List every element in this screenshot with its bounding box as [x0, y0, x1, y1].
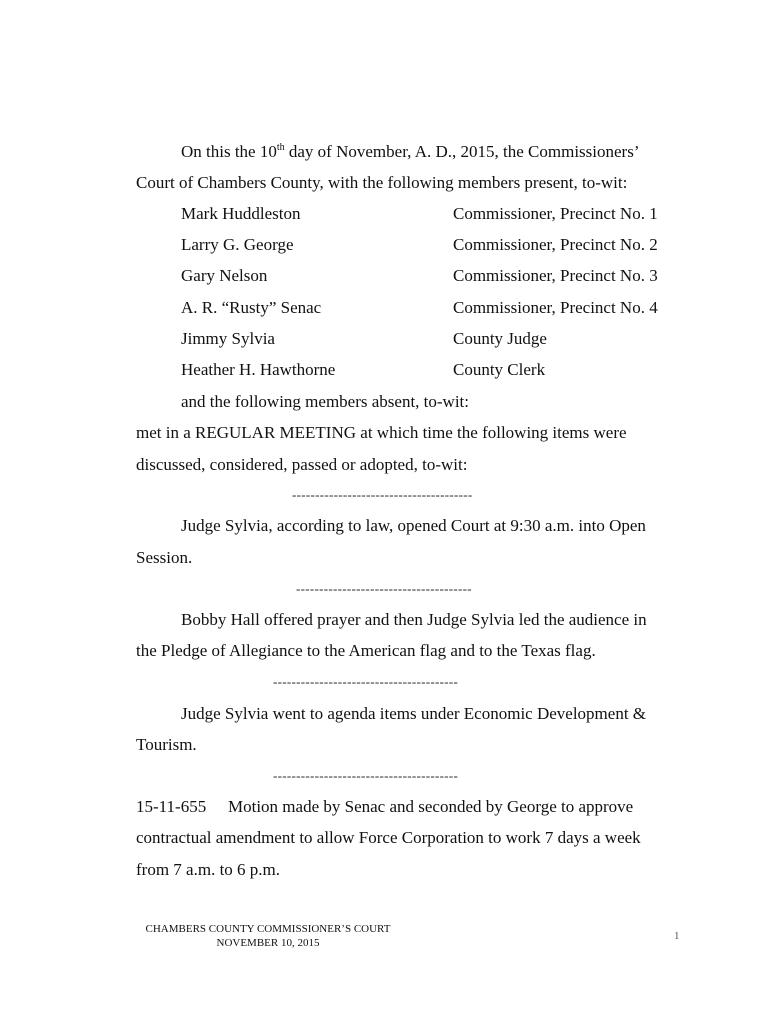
- member-name: Heather H. Hawthorne: [181, 360, 336, 379]
- separator: ----------------------------------------: [273, 674, 459, 689]
- opening-line-2: Session.: [136, 548, 193, 567]
- meeting-line-1: met in a REGULAR MEETING at which time the following items were: [136, 423, 627, 442]
- member-title: Commissioner, Precinct No. 2: [453, 235, 658, 254]
- member-name: Gary Nelson: [181, 266, 268, 285]
- intro-date-prefix: On this the 10: [181, 142, 277, 161]
- member-title: County Clerk: [453, 360, 546, 379]
- member-title: Commissioner, Precinct No. 1: [453, 204, 658, 223]
- intro-date-ordinal: th: [276, 142, 285, 153]
- member-title: County Judge: [453, 329, 547, 348]
- member-title: Commissioner, Precinct No. 4: [453, 298, 658, 317]
- meeting-line-2: discussed, considered, passed or adopted, to-wit:: [136, 455, 468, 474]
- page-number: 1: [674, 930, 680, 942]
- agenda-line-1: Judge Sylvia went to agenda items under Economic Development &: [181, 704, 647, 723]
- intro-line-2: Court of Chambers County, with the following members present, to-wit:: [136, 173, 628, 192]
- motion-line-3: from 7 a.m. to 6 p.m.: [136, 860, 281, 879]
- separator: --------------------------------------: [296, 581, 472, 596]
- member-name: Jimmy Sylvia: [181, 329, 275, 348]
- agenda-line-2: Tourism.: [136, 735, 197, 754]
- member-title: Commissioner, Precinct No. 3: [453, 266, 658, 285]
- intro-line-1: [181, 142, 640, 162]
- member-name: A. R. “Rusty” Senac: [181, 298, 322, 317]
- member-name: Mark Huddleston: [181, 204, 301, 223]
- separator: ---------------------------------------: [292, 487, 473, 502]
- motion-line-1: Motion made by Senac and seconded by George to approve: [228, 797, 634, 816]
- intro-date-suffix: day of November, A. D., 2015, the Commissioners’: [284, 142, 640, 161]
- motion-line-2: contractual amendment to allow Force Corporation to work 7 days a week: [136, 828, 641, 847]
- prayer-line-2: the Pledge of Allegiance to the American flag and to the Texas flag.: [136, 641, 596, 660]
- prayer-line-1: Bobby Hall offered prayer and then Judge Sylvia led the audience in: [181, 610, 647, 629]
- footer-court-name: CHAMBERS COUNTY COMMISSIONER’S COURT: [145, 923, 391, 935]
- absent-line: and the following members absent, to-wit:: [181, 392, 469, 411]
- motion-number: 15-11-655: [136, 797, 207, 816]
- footer-date: NOVEMBER 10, 2015: [216, 937, 320, 949]
- member-name: Larry G. George: [181, 235, 294, 254]
- opening-line-1: Judge Sylvia, according to law, opened Court at 9:30 a.m. into Open: [181, 516, 646, 535]
- separator: ----------------------------------------: [273, 768, 459, 783]
